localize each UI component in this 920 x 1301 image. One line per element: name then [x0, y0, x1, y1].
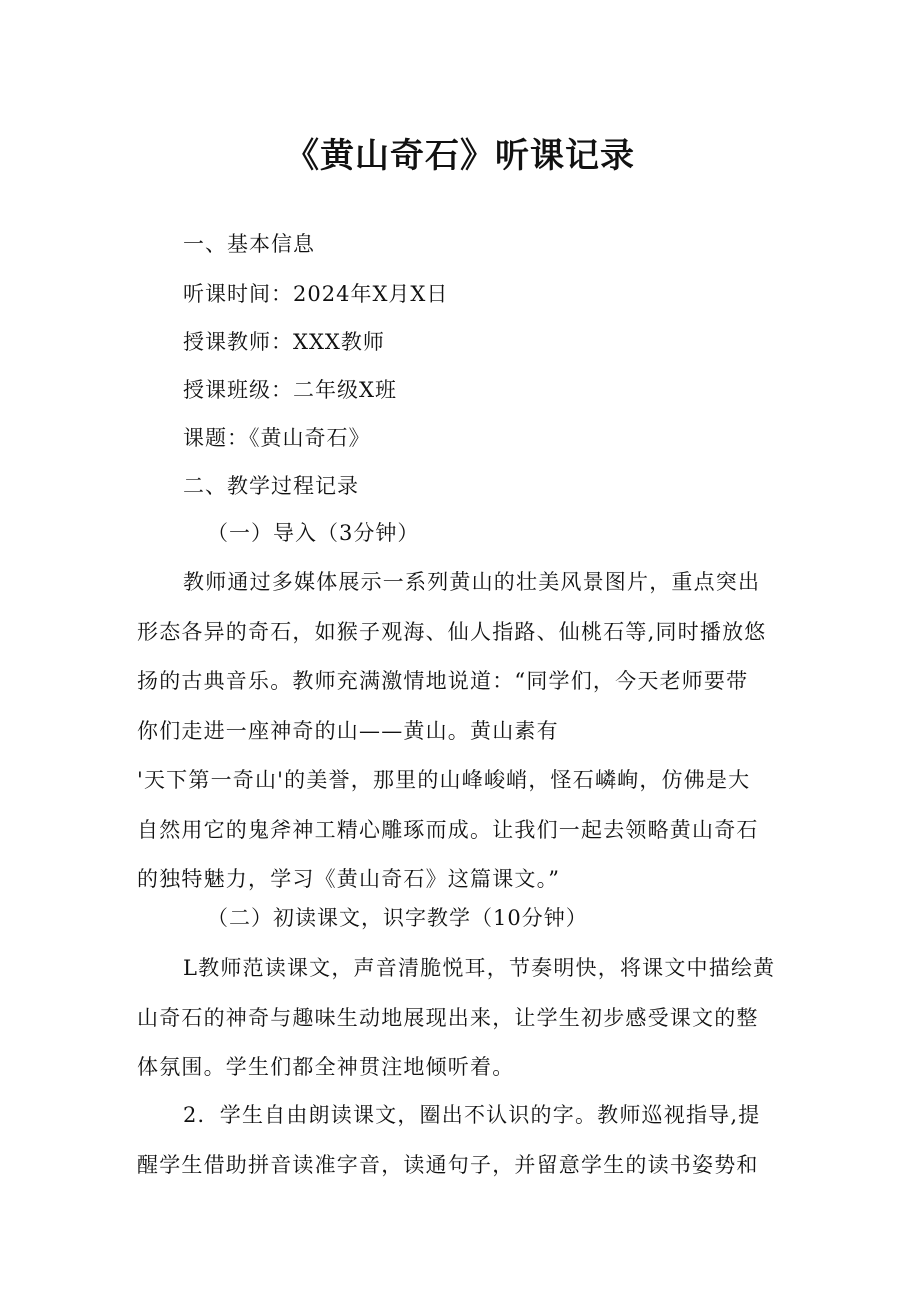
lesson-topic: 课题：《黄山奇石》 — [183, 426, 371, 450]
intro-paragraph-line: 的独特魅力，学习《黄山奇石》这篇课文。” — [137, 867, 561, 891]
intro-paragraph-line: 教师通过多媒体展示一系列黄山的壮美风景图片，重点突出 — [183, 570, 761, 594]
intro-paragraph-line: 扬的古典音乐。教师充满激情地说道：“同学们，今天老师要带 — [137, 669, 749, 693]
reading-paragraph-line: 山奇石的神奇与趣味生动地展现出来，让学生初步感受课文的整 — [137, 1005, 759, 1030]
lesson-class: 授课班级：二年级X班 — [183, 378, 397, 402]
document-title: 《黄山奇石》听课记录 — [285, 136, 635, 176]
intro-paragraph-line: '天下第一奇山'的美誉，那里的山峰峻峭，怪石嶙峋，仿佛是大 — [137, 768, 751, 792]
section-heading-basic-info: 一、基本信息 — [183, 232, 315, 256]
subsection-heading-intro: （一）导入（3分钟） — [207, 521, 420, 545]
subsection-heading-reading: （二）初读课文，识字教学（10分钟） — [207, 906, 588, 930]
reading-paragraph-line: L教师范读课文，声音清脆悦耳，节奏明快，将课文中描绘黄 — [183, 956, 776, 980]
reading-paragraph-2 — [137, 1091, 787, 1190]
reading-paragraph-line: 醒学生借助拼音读准字音，读通句子，并留意学生的读书姿势和 — [137, 1152, 759, 1177]
intro-paragraph — [137, 558, 787, 905]
intro-paragraph-line: 形态各异的奇石，如猴子观海、仙人指路、仙桃石等,同时播放悠 — [137, 619, 767, 644]
intro-paragraph-line: 自然用它的鬼斧神工精心雕琢而成。让我们一起去领略黄山奇石 — [137, 817, 759, 842]
lesson-teacher: 授课教师：XXX教师 — [183, 330, 385, 354]
intro-paragraph-line: 你们走进一座神奇的山——黄山。黄山素有 — [137, 718, 559, 743]
lesson-time: 听课时间：2024年X月X日 — [183, 282, 449, 306]
section-heading-process: 二、教学过程记录 — [183, 474, 359, 498]
reading-paragraph-line: 体氛围。学生们都全神贯注地倾听着。 — [137, 1055, 515, 1079]
reading-paragraph-line: 2．学生自由朗读课文，圈出不认识的字。教师巡视指导,提 — [183, 1103, 761, 1127]
reading-paragraph-1 — [137, 944, 787, 1093]
